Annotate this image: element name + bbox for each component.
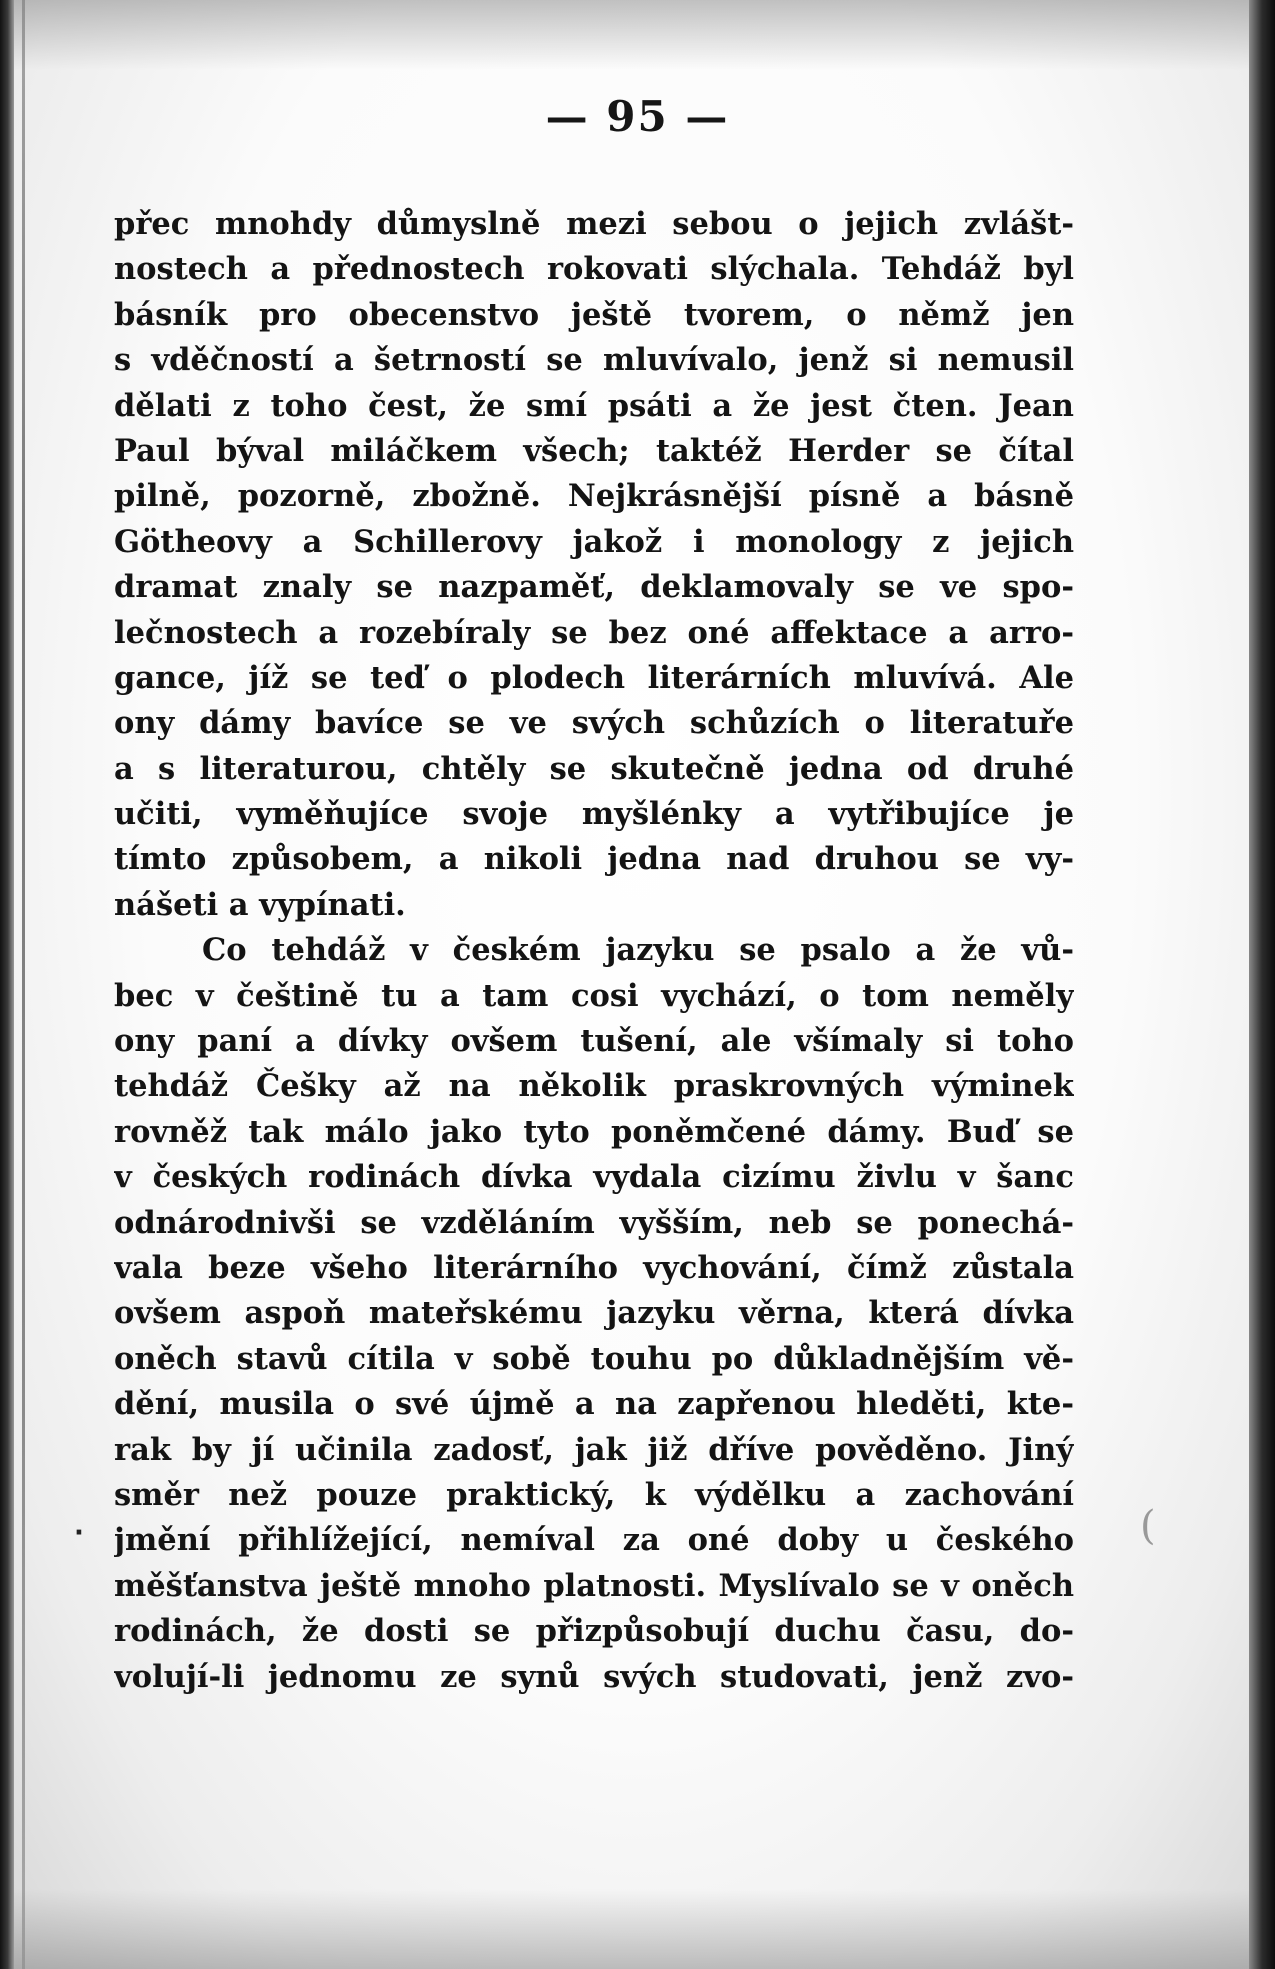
text-line: bec v češtině tu a tam cosi vychází, o tom neměly: [114, 977, 1074, 1014]
text-line: přec mnohdy důmyslně mezi sebou o jejich zvlášt-: [114, 206, 1074, 242]
text-line: vala beze všeho literárního vychování, čímž zůstala: [114, 1249, 1074, 1286]
text-line: gance, jíž se teď o plodech literárních mluvívá. Ale: [114, 659, 1074, 696]
text-line: odnárodnivši se vzděláním vyšším, neb se ponechá-: [114, 1204, 1074, 1241]
text-line: lečnostech a rozebíraly se bez oné affektace a arro-: [114, 614, 1074, 651]
right-scan-edge: [1249, 0, 1275, 1969]
text-line: dělati z toho čest, že smí psáti a že jest čten. Jean: [114, 387, 1074, 424]
text-line: nášeti a vypínati.: [114, 886, 406, 923]
text-line: tímto způsobem, a nikoli jedna nad druhou se vy-: [114, 841, 1074, 878]
text-line: pilně, pozorně, zbožně. Nejkrásnější písně a básně: [114, 478, 1074, 515]
text-line: tehdáž Češky až na několik praskrovných výminek: [114, 1068, 1074, 1105]
paragraph-2: [114, 928, 1074, 1700]
text-line: jmění přihlížející, nemíval za oné doby u českého: [114, 1522, 1074, 1559]
bottom-scan-shade: [0, 1889, 1275, 1969]
page-number: — 95 —: [545, 92, 730, 141]
text-line: ony paní a dívky ovšem tušení, ale všímaly si toho: [114, 1023, 1074, 1060]
text-line: s vděčností a šetrností se mluvívalo, jenž si nemusil: [114, 342, 1074, 379]
text-line: Co tehdáž v českém jazyku se psalo a že vů-: [202, 932, 1074, 969]
text-line: oněch stavů cítila v sobě touhu po důkladnějším vě-: [114, 1340, 1074, 1377]
text-line: učiti, vyměňujíce svoje myšlénky a vytřibujíce je: [114, 796, 1074, 833]
paragraph-1: [114, 202, 1074, 928]
text-line: básník pro obecenstvo ještě tvorem, o němž jen: [114, 296, 1074, 333]
text-line: Götheovy a Schillerovy jakož i monology z jejich: [114, 523, 1074, 560]
text-line: dramat znaly se nazpaměť, deklamovaly se ve spo-: [114, 569, 1074, 606]
text-line: rodinách, že dosti se přizpůsobují duchu času, do-: [114, 1613, 1074, 1650]
margin-bullet-mark: ·: [74, 1518, 84, 1548]
text-line: směr než pouze praktický, k výdělku a zachování: [114, 1476, 1074, 1513]
left-page-border: [22, 0, 25, 1969]
top-scan-shade: [0, 0, 1275, 70]
text-line: měšťanstva ještě mnoho platnosti. Myslívalo se v oněch: [114, 1567, 1074, 1604]
margin-paren-mark: (: [1140, 1503, 1156, 1549]
text-line: rovněž tak málo jako tyto poněmčené dámy. Buď se: [114, 1113, 1074, 1150]
text-line: a s literaturou, chtěly se skutečně jedna od druhé: [114, 750, 1074, 787]
text-line: nostech a přednostech rokovati slýchala. Tehdáž byl: [114, 251, 1074, 288]
text-line: ony dámy bavíce se ve svých schůzích o literatuře: [114, 705, 1074, 742]
body-text: [114, 202, 1074, 1700]
text-line: v českých rodinách dívka vydala cizímu živlu v šanc: [114, 1159, 1074, 1196]
text-line: ovšem aspoň mateřskému jazyku věrna, která dívka: [114, 1295, 1074, 1332]
text-line: rak by jí učinila zadosť, jak již dříve pověděno. Jiný: [114, 1431, 1074, 1468]
text-line: volují-li jednomu ze synů svých studovati, jenž zvo-: [114, 1658, 1074, 1695]
text-line: Paul býval miláčkem všech; taktéž Herder se čítal: [114, 432, 1074, 469]
left-scan-edge: [0, 0, 14, 1969]
text-line: dění, musila o své újmě a na zapřenou hleděti, kte-: [114, 1386, 1074, 1423]
